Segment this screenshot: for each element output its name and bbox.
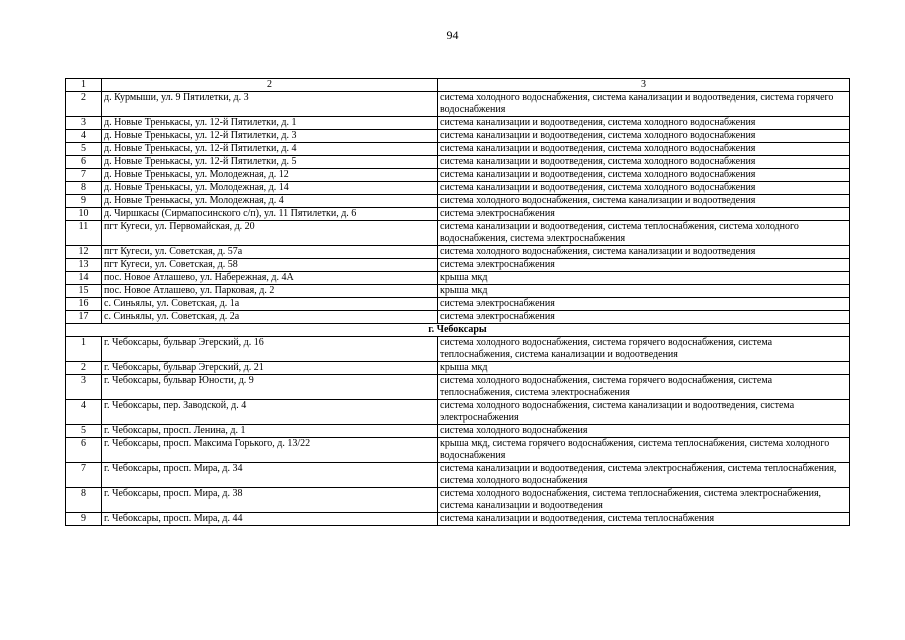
- section-header-row: [66, 324, 850, 337]
- systems-cell: крыша мкд: [438, 285, 850, 298]
- table-row: [66, 337, 850, 362]
- address-cell: г. Чебоксары, бульвар Эгерский, д. 21: [102, 362, 438, 375]
- address-cell: г. Чебоксары, просп. Мира, д. 44: [102, 513, 438, 526]
- systems-cell: система холодного водоснабжения, система горячего водоснабжения, система теплоснабжения, система канализации и водоотведения: [438, 337, 850, 362]
- row-number-cell: 17: [66, 311, 102, 324]
- row-number-cell: 16: [66, 298, 102, 311]
- row-number-cell: 1: [66, 337, 102, 362]
- address-cell: г. Чебоксары, просп. Мира, д. 34: [102, 463, 438, 488]
- row-number-cell: 15: [66, 285, 102, 298]
- table-row: [66, 92, 850, 117]
- row-number-cell: 9: [66, 513, 102, 526]
- table-row: [66, 195, 850, 208]
- address-cell: пос. Новое Атлашево, ул. Парковая, д. 2: [102, 285, 438, 298]
- row-number-cell: 6: [66, 156, 102, 169]
- systems-cell: система холодного водоснабжения: [438, 425, 850, 438]
- table-row: [66, 272, 850, 285]
- address-cell: д. Новые Тренькасы, ул. Молодежная, д. 12: [102, 169, 438, 182]
- column-number-cell: 3: [438, 79, 850, 92]
- systems-cell: система холодного водоснабжения, система канализации и водоотведения, система горячего водоснабжения: [438, 92, 850, 117]
- address-cell: д. Новые Тренькасы, ул. Молодежная, д. 4: [102, 195, 438, 208]
- systems-cell: система холодного водоснабжения, система горячего водоснабжения, система теплоснабжения, система электроснабжения: [438, 375, 850, 400]
- row-number-cell: 4: [66, 130, 102, 143]
- table-row: [66, 182, 850, 195]
- address-cell: д. Новые Тренькасы, ул. 12-й Пятилетки, д. 4: [102, 143, 438, 156]
- row-number-cell: 3: [66, 117, 102, 130]
- systems-cell: система канализации и водоотведения, система холодного водоснабжения: [438, 169, 850, 182]
- systems-cell: система холодного водоснабжения, система канализации и водоотведения, система электроснабжения: [438, 400, 850, 425]
- column-number-row: [66, 79, 850, 92]
- row-number-cell: 14: [66, 272, 102, 285]
- row-number-cell: 6: [66, 438, 102, 463]
- address-cell: пгт Кугеси, ул. Первомайская, д. 20: [102, 221, 438, 246]
- address-cell: д. Новые Тренькасы, ул. 12-й Пятилетки, д. 3: [102, 130, 438, 143]
- table-row: [66, 208, 850, 221]
- row-number-cell: 10: [66, 208, 102, 221]
- systems-cell: система канализации и водоотведения, система холодного водоснабжения: [438, 143, 850, 156]
- table-row: [66, 285, 850, 298]
- systems-cell: система канализации и водоотведения, система холодного водоснабжения: [438, 117, 850, 130]
- systems-cell: крыша мкд, система горячего водоснабжения, система теплоснабжения, система холодного водоснабжения: [438, 438, 850, 463]
- row-number-cell: 8: [66, 182, 102, 195]
- systems-cell: система холодного водоснабжения, система канализации и водоотведения: [438, 246, 850, 259]
- address-cell: пгт Кугеси, ул. Советская, д. 58: [102, 259, 438, 272]
- table-row: [66, 143, 850, 156]
- address-cell: с. Синьялы, ул. Советская, д. 2а: [102, 311, 438, 324]
- table-row: [66, 513, 850, 526]
- systems-cell: система канализации и водоотведения, система теплоснабжения: [438, 513, 850, 526]
- address-cell: д. Новые Тренькасы, ул. 12-й Пятилетки, д. 5: [102, 156, 438, 169]
- row-number-cell: 2: [66, 92, 102, 117]
- address-cell: пгт Кугеси, ул. Советская, д. 57а: [102, 246, 438, 259]
- address-cell: с. Синьялы, ул. Советская, д. 1а: [102, 298, 438, 311]
- systems-cell: система электроснабжения: [438, 208, 850, 221]
- table-row: [66, 311, 850, 324]
- page-number: 94: [446, 28, 459, 42]
- address-cell: г. Чебоксары, просп. Ленина, д. 1: [102, 425, 438, 438]
- address-cell: г. Чебоксары, просп. Максима Горького, д. 13/22: [102, 438, 438, 463]
- row-number-cell: 3: [66, 375, 102, 400]
- table-row: [66, 221, 850, 246]
- register-table: [65, 78, 850, 526]
- systems-cell: крыша мкд: [438, 362, 850, 375]
- address-cell: д. Новые Тренькасы, ул. Молодежная, д. 14: [102, 182, 438, 195]
- row-number-cell: 7: [66, 169, 102, 182]
- systems-cell: система электроснабжения: [438, 298, 850, 311]
- table-row: [66, 425, 850, 438]
- table-row: [66, 117, 850, 130]
- row-number-cell: 7: [66, 463, 102, 488]
- table-row: [66, 156, 850, 169]
- table-row: [66, 169, 850, 182]
- row-number-cell: 4: [66, 400, 102, 425]
- row-number-cell: 5: [66, 143, 102, 156]
- row-number-cell: 13: [66, 259, 102, 272]
- address-cell: д. Чиршкасы (Сирмапосинского с/п), ул. 11 Пятилетки, д. 6: [102, 208, 438, 221]
- address-cell: д. Новые Тренькасы, ул. 12-й Пятилетки, д. 1: [102, 117, 438, 130]
- address-cell: г. Чебоксары, бульвар Юности, д. 9: [102, 375, 438, 400]
- section-title: г. Чебоксары: [66, 324, 850, 337]
- table-row: [66, 362, 850, 375]
- systems-cell: система канализации и водоотведения, система электроснабжения, система теплоснабжения, система холодного водоснабжения: [438, 463, 850, 488]
- table-row: [66, 400, 850, 425]
- address-cell: г. Чебоксары, пер. Заводской, д. 4: [102, 400, 438, 425]
- row-number-cell: 5: [66, 425, 102, 438]
- table-row: [66, 375, 850, 400]
- address-cell: г. Чебоксары, бульвар Эгерский, д. 16: [102, 337, 438, 362]
- address-cell: г. Чебоксары, просп. Мира, д. 38: [102, 488, 438, 513]
- systems-cell: система канализации и водоотведения, система холодного водоснабжения: [438, 130, 850, 143]
- systems-cell: система электроснабжения: [438, 259, 850, 272]
- row-number-cell: 12: [66, 246, 102, 259]
- systems-cell: система холодного водоснабжения, система канализации и водоотведения: [438, 195, 850, 208]
- systems-cell: система канализации и водоотведения, система теплоснабжения, система холодного водоснабжения, система электроснабжения: [438, 221, 850, 246]
- table-row: [66, 488, 850, 513]
- table-row: [66, 246, 850, 259]
- column-number-cell: 1: [66, 79, 102, 92]
- table-row: [66, 298, 850, 311]
- table-row: [66, 438, 850, 463]
- address-cell: д. Курмыши, ул. 9 Пятилетки, д. 3: [102, 92, 438, 117]
- row-number-cell: 9: [66, 195, 102, 208]
- systems-cell: система канализации и водоотведения, система холодного водоснабжения: [438, 182, 850, 195]
- systems-cell: система электроснабжения: [438, 311, 850, 324]
- systems-cell: крыша мкд: [438, 272, 850, 285]
- column-number-cell: 2: [102, 79, 438, 92]
- table-row: [66, 130, 850, 143]
- systems-cell: система холодного водоснабжения, система теплоснабжения, система электроснабжения, система канализации и водоотведения: [438, 488, 850, 513]
- row-number-cell: 8: [66, 488, 102, 513]
- table-row: [66, 463, 850, 488]
- row-number-cell: 11: [66, 221, 102, 246]
- register-table-body: [66, 79, 850, 526]
- address-cell: пос. Новое Атлашево, ул. Набережная, д. 4А: [102, 272, 438, 285]
- row-number-cell: 2: [66, 362, 102, 375]
- systems-cell: система канализации и водоотведения, система холодного водоснабжения: [438, 156, 850, 169]
- table-row: [66, 259, 850, 272]
